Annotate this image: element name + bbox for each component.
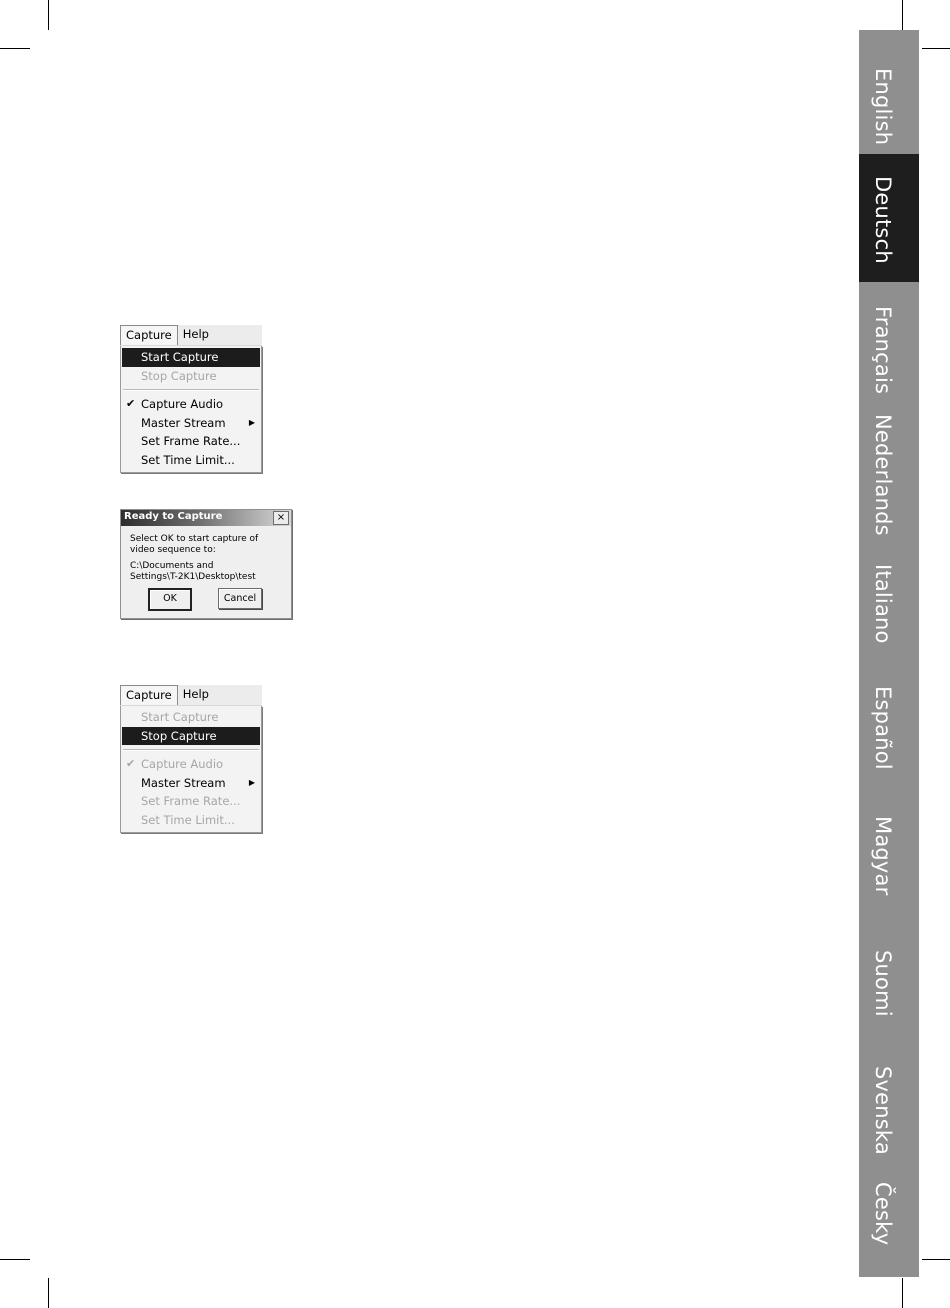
dialog-titlebar	[121, 510, 291, 526]
tab-label: Suomi	[871, 950, 895, 1017]
check-icon: ✔	[126, 757, 136, 770]
menu-item-label: Set Time Limit...	[141, 812, 235, 827]
tab-suomi[interactable]	[859, 922, 919, 1048]
menu-item-stop-capture	[122, 367, 260, 386]
tab-magyar[interactable]	[859, 792, 919, 922]
tab-english[interactable]	[859, 30, 919, 154]
menu-item-set-time-limit[interactable]	[122, 451, 260, 470]
menu-item-label: Set Frame Rate...	[141, 794, 241, 808]
tab-deutsch[interactable]	[859, 154, 919, 282]
ready-to-capture-dialog	[120, 509, 292, 619]
tab-label: Italiano	[871, 564, 895, 644]
menu-item-label: Stop Capture	[141, 368, 217, 383]
tab-cesky[interactable]	[859, 1172, 919, 1277]
tab-francais[interactable]	[859, 282, 919, 410]
menu-item-label: Set Frame Rate...	[141, 434, 241, 448]
ok-button[interactable]: OK	[148, 588, 192, 611]
menu-item-set-frame-rate	[122, 792, 260, 811]
dialog-path-line-2: Settings\T-2K1\Desktop\test	[130, 572, 256, 582]
menu-item-stop-capture[interactable]	[122, 727, 260, 746]
menu-item-label: Start Capture	[141, 350, 219, 364]
crop-mark-bottom-right-h	[922, 1259, 950, 1260]
menu-item-label: Master Stream	[141, 415, 226, 430]
language-tab-strip	[859, 30, 919, 1277]
crop-mark-top-right-h	[922, 48, 950, 49]
menu-item-start-capture	[122, 708, 260, 727]
menu-item-set-time-limit	[122, 811, 260, 830]
menu-help[interactable]: Help	[182, 327, 209, 341]
capture-menu-screenshot-1	[120, 325, 262, 473]
crop-mark-top-left-h	[0, 48, 30, 49]
submenu-arrow-icon: ▶	[248, 777, 255, 787]
menu-item-label: Start Capture	[141, 710, 219, 724]
menu-item-set-frame-rate[interactable]	[122, 432, 260, 451]
cancel-button[interactable]: Cancel	[218, 588, 262, 609]
menu-item-capture-audio[interactable]	[122, 395, 260, 414]
capture-dropdown	[120, 346, 262, 473]
menu-item-master-stream[interactable]	[122, 774, 260, 793]
menubar	[120, 325, 262, 346]
tab-label: English	[871, 68, 895, 146]
menu-capture[interactable]: Capture	[120, 325, 178, 345]
crop-mark-bottom-left-h	[0, 1259, 30, 1260]
tab-label: Svenska	[871, 1066, 895, 1155]
tab-label: Español	[871, 686, 895, 770]
menu-help[interactable]: Help	[182, 687, 209, 701]
tab-label: Česky	[871, 1182, 895, 1246]
menu-item-label: Capture Audio	[141, 757, 224, 771]
dialog-path-line-1: C:\Documents and	[130, 561, 214, 571]
submenu-arrow-icon: ▶	[248, 417, 255, 427]
tab-svenska[interactable]	[859, 1048, 919, 1172]
menu-item-master-stream[interactable]	[122, 414, 260, 433]
tab-label: Français	[871, 306, 895, 395]
menu-item-start-capture[interactable]	[122, 348, 260, 367]
menu-item-label: Master Stream	[141, 775, 226, 790]
tab-label: Magyar	[871, 816, 895, 896]
crop-mark-bottom-left-v	[48, 1278, 49, 1308]
tab-nederlands[interactable]	[859, 410, 919, 538]
crop-mark-top-left-v	[48, 0, 49, 30]
menu-capture[interactable]: Capture	[120, 685, 178, 705]
menu-separator	[123, 749, 259, 751]
menu-item-capture-audio	[122, 755, 260, 774]
crop-mark-bottom-right-v	[902, 1278, 903, 1308]
dialog-title: Ready to Capture	[124, 511, 223, 522]
dialog-message-line-1: Select OK to start capture of	[130, 534, 259, 544]
check-icon: ✔	[126, 397, 136, 410]
close-icon[interactable]: ×	[273, 511, 289, 525]
menu-item-label: Set Time Limit...	[141, 452, 235, 467]
tab-label: Nederlands	[871, 414, 895, 536]
tab-italiano[interactable]	[859, 538, 919, 662]
capture-dropdown	[120, 706, 262, 833]
tab-espanol[interactable]	[859, 662, 919, 792]
menu-item-label: Stop Capture	[141, 728, 217, 743]
menu-item-label: Capture Audio	[141, 397, 224, 411]
menubar	[120, 685, 262, 706]
crop-mark-top-right-v	[902, 0, 903, 30]
menu-separator	[123, 389, 259, 391]
tab-label: Deutsch	[871, 176, 895, 264]
capture-menu-screenshot-2	[120, 685, 262, 833]
dialog-message-line-2: video sequence to:	[130, 545, 216, 555]
